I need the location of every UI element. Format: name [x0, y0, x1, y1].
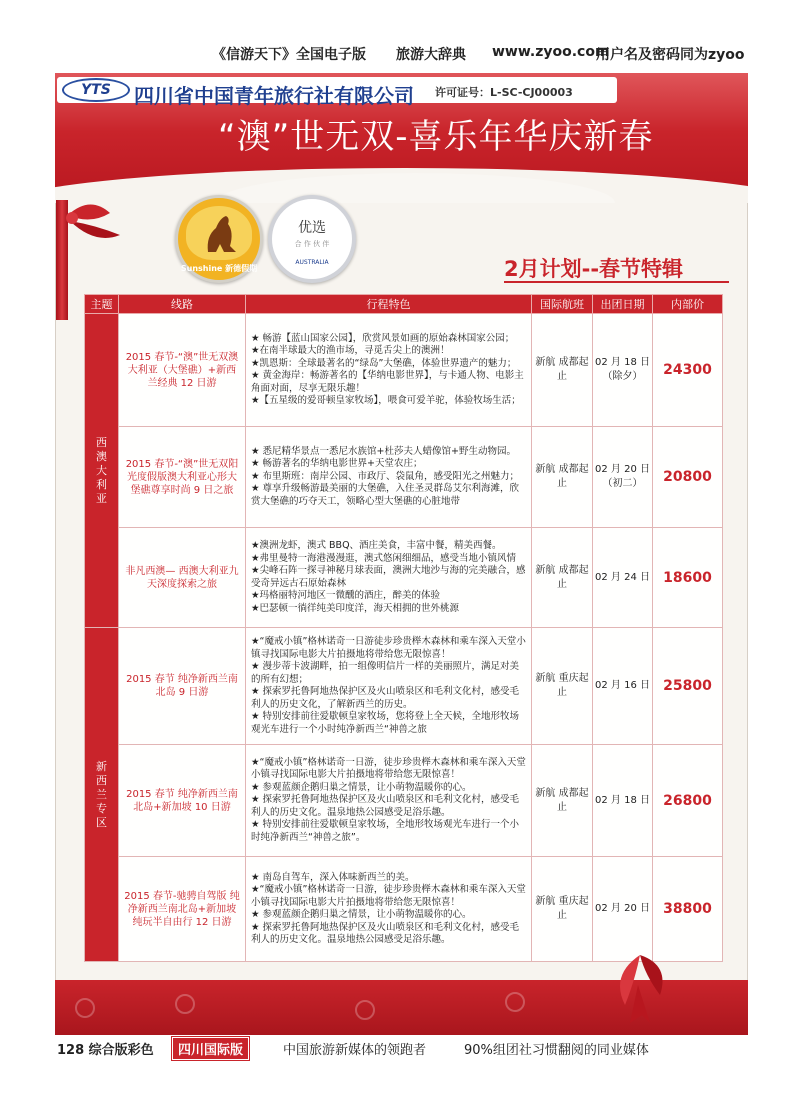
feature-item: ★ 畅游著名的华纳电影世界+天堂农庄； [251, 458, 423, 470]
feature-item: ★巴瑟顿一徜徉纯美印度洋，海天相拥的世外桃源 [251, 602, 460, 614]
slogan-two: 90%组团社习惯翻阅的同业媒体 [464, 1043, 649, 1058]
price-cell: 25800 [653, 628, 723, 745]
table-header-row [85, 295, 723, 314]
company-name: 四川省中国青年旅行社有限公司 [134, 84, 414, 108]
feature-item: ★ 特别安排前往爱歇顿皇家牧场，您将登上全天候，全地形牧场观光车进行一个小时纯净新西兰“神兽之旅 [251, 711, 520, 735]
feature-item: ★ 探索罗托鲁阿地热保护区及火山喷泉区和毛利文化村，感受毛利人的历史文化。温泉地热公园感受足浴乐趣。 [251, 794, 520, 818]
feature-item: ★【五星级的爱哥顿皇家牧场】，喂食可爱羊驼，体验牧场生活； [251, 395, 521, 406]
license-number: 许可证号：L-SC-CJ00003 [435, 86, 573, 99]
feature-item: ★ 特别安排前往爱歇顿皇家牧场，全地形牧场观光车进行一个小时纯净新西兰“神兽之旅”。 [251, 819, 520, 843]
feature-item: ★ 参观蓝颜企鹅归巢之情景，让小萌物温暖你的心。 [251, 909, 472, 920]
airline-cell: 新航 成都起止 [532, 427, 593, 528]
partner-sub-label: 合 作 伙 伴 [294, 240, 330, 248]
table-row [85, 427, 723, 528]
plan-title-underline [504, 281, 729, 283]
feature-item: ★ 悉尼精华景点一悉尼水族馆+杜莎夫人蜡像馆+野生动物园。 [251, 445, 516, 457]
header-date: 出团日期 [593, 295, 653, 314]
magazine-title: 《信游天下》全国电子版 [212, 47, 366, 63]
header-features: 行程特色 [246, 295, 532, 314]
feature-item: ★ 畅游【蓝山国家公园】，欣赏风景如画的原始森林国家公园； [251, 332, 515, 344]
price-cell: 24300 [653, 314, 723, 427]
features-cell [246, 857, 532, 962]
features-cell [246, 528, 532, 628]
price-cell: 18600 [653, 528, 723, 628]
date-cell: 02 月 20 日 （初二） [593, 427, 653, 528]
feature-item: ★ 布里斯班：南岸公园、市政厅、袋鼠角，感受阳光之州魅力； [251, 470, 520, 482]
route-cell[interactable]: 2015 春节-“澳”世无双阳光度假版澳大利亚心形大堡礁尊享时尚 9 日之旅 [119, 427, 246, 528]
date-cell: 02 月 18 日 [593, 745, 653, 857]
date-cell: 02 月 18 日 （除夕） [593, 314, 653, 427]
theme-cell-new-zealand: 新西兰专区 [85, 628, 119, 962]
airline-cell: 新航 成都起止 [532, 745, 593, 857]
australia-brand-label: AUSTRALIA [295, 259, 329, 266]
slogan-one: 中国旅游新媒体的领跑者 [283, 1043, 427, 1058]
feature-item: ★“魔戒小镇”格林诺奇一日游徒步珍贵榉木森林和乘车深入天堂小镇寻找国际电影大片拍摄地将带给您无限惊喜！ [251, 636, 526, 660]
header-route: 线路 [119, 295, 246, 314]
header-airline: 国际航班 [532, 295, 593, 314]
feature-item: ★澳洲龙虾，澳式 BBQ、酒庄美食，丰富中餐，精美西餐。 [251, 540, 502, 551]
ornament-icon [75, 998, 95, 1018]
airline-cell: 新航 成都起止 [532, 528, 593, 628]
airline-cell: 新航 重庆起止 [532, 628, 593, 745]
feature-item: ★玛格丽特河地区一微醺的酒庄，醉美的体验 [251, 590, 441, 601]
date-cell: 02 月 24 日 [593, 528, 653, 628]
feature-item: ★ 探索罗托鲁阿地热保护区及火山喷泉区和毛利文化村，感受毛利人的历史文化。温泉地热公园感受足浴乐趣。 [251, 921, 520, 945]
feature-item: ★ 漫步蒂卡波湖畔，拍一组像明信片一样的美丽照片，满足对美的所有幻想； [251, 661, 520, 685]
feature-item: ★在南半球最大的渔市场，寻觅舌尖上的澳洲！ [251, 345, 450, 356]
page-info: 128 综合版彩色 [57, 1043, 154, 1058]
header-price: 内部价 [653, 295, 723, 314]
ribbon-bow-icon [60, 195, 140, 255]
feature-item: ★ 南岛自驾车，深入体味新西兰的美。 [251, 871, 415, 883]
date-cell: 02 月 20 日 [593, 857, 653, 962]
header-theme: 主题 [85, 295, 119, 314]
section-tag: 四川国际版 [172, 1037, 249, 1060]
feature-item: ★ 尊享升级畅游最美丽的大堡礁，入住圣灵群岛艾尔利海滩，欣赏大堡礁的巧夺天工，领略心型大堡礁的心脏地带 [251, 483, 520, 507]
kangaroo-icon [186, 206, 252, 260]
dictionary-title: 旅游大辞典 [396, 47, 466, 63]
features-cell [246, 314, 532, 427]
feature-item: ★ 参观蓝颜企鹅归巢之情景，让小萌物温暖你的心。 [251, 781, 472, 793]
feature-item: ★尖峰石阵一探寻神秘月球表面，澳洲大地沙与海的完美融合，感受奇异远古石原始森林 [251, 565, 526, 589]
credentials-note: 用户名及密码同为zyoo [596, 47, 745, 63]
features-cell [246, 427, 532, 528]
route-cell[interactable]: 2015 春节-“澳”世无双澳大利亚（大堡礁）+新西兰经典 12 日游 [119, 314, 246, 427]
feature-item: ★凯恩斯：全球最著名的“绿岛”大堡礁，体验世界遗产的魅力； [251, 357, 517, 369]
airline-cell: 新航 成都起止 [532, 314, 593, 427]
partner-main-label: 优选 [298, 220, 326, 236]
ornament-icon [505, 992, 525, 1012]
airline-cell: 新航 重庆起止 [532, 857, 593, 962]
ornament-icon [355, 1000, 375, 1020]
price-cell: 26800 [653, 745, 723, 857]
feature-item: ★弗里曼特一海港漫漫逛，澳式悠闲细细品，感受当地小镇风情 [251, 552, 517, 564]
route-cell[interactable]: 2015 春节-驰骋自驾版 纯净新西兰南北岛+新加坡纯玩半自由行 12 日游 [119, 857, 246, 962]
trips-table [84, 294, 723, 962]
feature-item: ★ 黄金海岸：畅游著名的【华纳电影世界】，与卡通人物、电影主角面对面，尽享无限乐趣！ [251, 370, 524, 394]
footer [0, 1035, 800, 1065]
feature-item: ★“魔戒小镇”格林诺奇一日游，徒步珍贵榉木森林和乘车深入天堂小镇寻找国际电影大片拍摄地将带给您无限惊喜！ [251, 884, 526, 908]
ribbon-corner-icon [600, 945, 680, 1025]
plan-title: 2月计划--春节特辑 [504, 257, 684, 281]
table-row [85, 628, 723, 745]
company-logo: YTS [62, 78, 130, 102]
top-header [0, 0, 800, 75]
route-cell[interactable]: 2015 春节 纯净新西兰南北岛+新加坡 10 日游 [119, 745, 246, 857]
table-row [85, 528, 723, 628]
price-cell: 38800 [653, 857, 723, 962]
route-cell[interactable]: 非凡西澳— 西澳大利亚九天深度探索之旅 [119, 528, 246, 628]
features-cell [246, 745, 532, 857]
feature-item: ★ 探索罗托鲁阿地热保护区及火山喷泉区和毛利文化村，感受毛利人的历史文化，了解新西兰的历史。 [251, 686, 520, 710]
website-link[interactable]: www.zyoo.com [492, 44, 610, 60]
route-cell[interactable]: 2015 春节 纯净新西兰南北岛 9 日游 [119, 628, 246, 745]
sunshine-badge [175, 195, 263, 283]
partner-badge [268, 195, 356, 283]
feature-item: ★“魔戒小镇”格林诺奇一日游，徒步珍贵榉木森林和乘车深入天堂小镇寻找国际电影大片拍摄地将带给您无限惊喜！ [251, 756, 526, 781]
price-cell: 20800 [653, 427, 723, 528]
table-row [85, 314, 723, 427]
ornament-icon [175, 994, 195, 1014]
table-row [85, 745, 723, 857]
headline: “澳”世无双-喜乐年华庆新春 [218, 117, 654, 157]
sunshine-label: Sunshine 新德假期 [180, 264, 258, 273]
date-cell: 02 月 16 日 [593, 628, 653, 745]
theme-cell-west-australia: 西澳大利亚 [85, 314, 119, 628]
features-cell [246, 628, 532, 745]
